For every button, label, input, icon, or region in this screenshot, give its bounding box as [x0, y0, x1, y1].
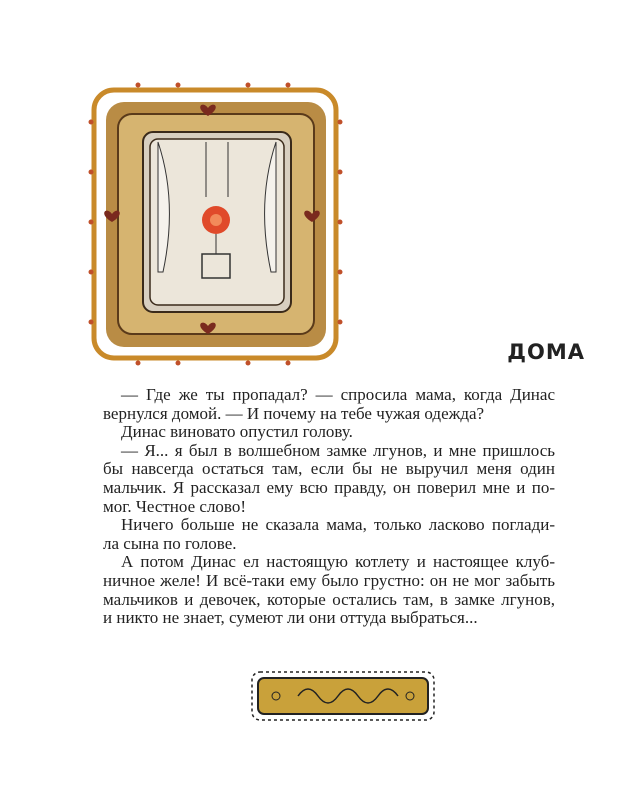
text-line: бы навсегда остаться там, если бы не выручил меня один: [103, 459, 555, 479]
chapter-title: ДОМА: [507, 340, 585, 364]
text-line: вернулся домой. — И почему на тебе чужая одежда?: [103, 403, 485, 423]
text-line: Динас виновато опустил голову.: [121, 422, 353, 442]
text-line: мальчиков и девочек, которые остались там, в замке лгунов,: [103, 589, 555, 609]
window-illustration: [88, 82, 343, 367]
text-line: ла сына по голове.: [103, 533, 237, 553]
text-line: — Я... я был в волшебном замке лгунов, и мне пришлось: [121, 440, 555, 460]
text-line: Ничего больше не сказала мама, только ласково поглади-: [121, 515, 555, 535]
text-line: и никто не знает, сумеют ли они оттуда выбраться...: [103, 608, 478, 628]
text-line: мог. Честное слово!: [103, 496, 247, 516]
text-line: А потом Динас ел настоящую котлету и настоящее клуб-: [121, 552, 555, 572]
ornament-plaque: [248, 668, 438, 724]
story-text: [103, 386, 555, 628]
text-line: мальчик. Я рассказал ему всю правду, он поверил мне и по-: [103, 477, 555, 497]
text-line: — Где же ты пропадал? — спросила мама, когда Динас: [121, 385, 555, 404]
text-line: ничное желе! И всё-таки ему было грустно: он не мог забыть: [103, 570, 555, 590]
